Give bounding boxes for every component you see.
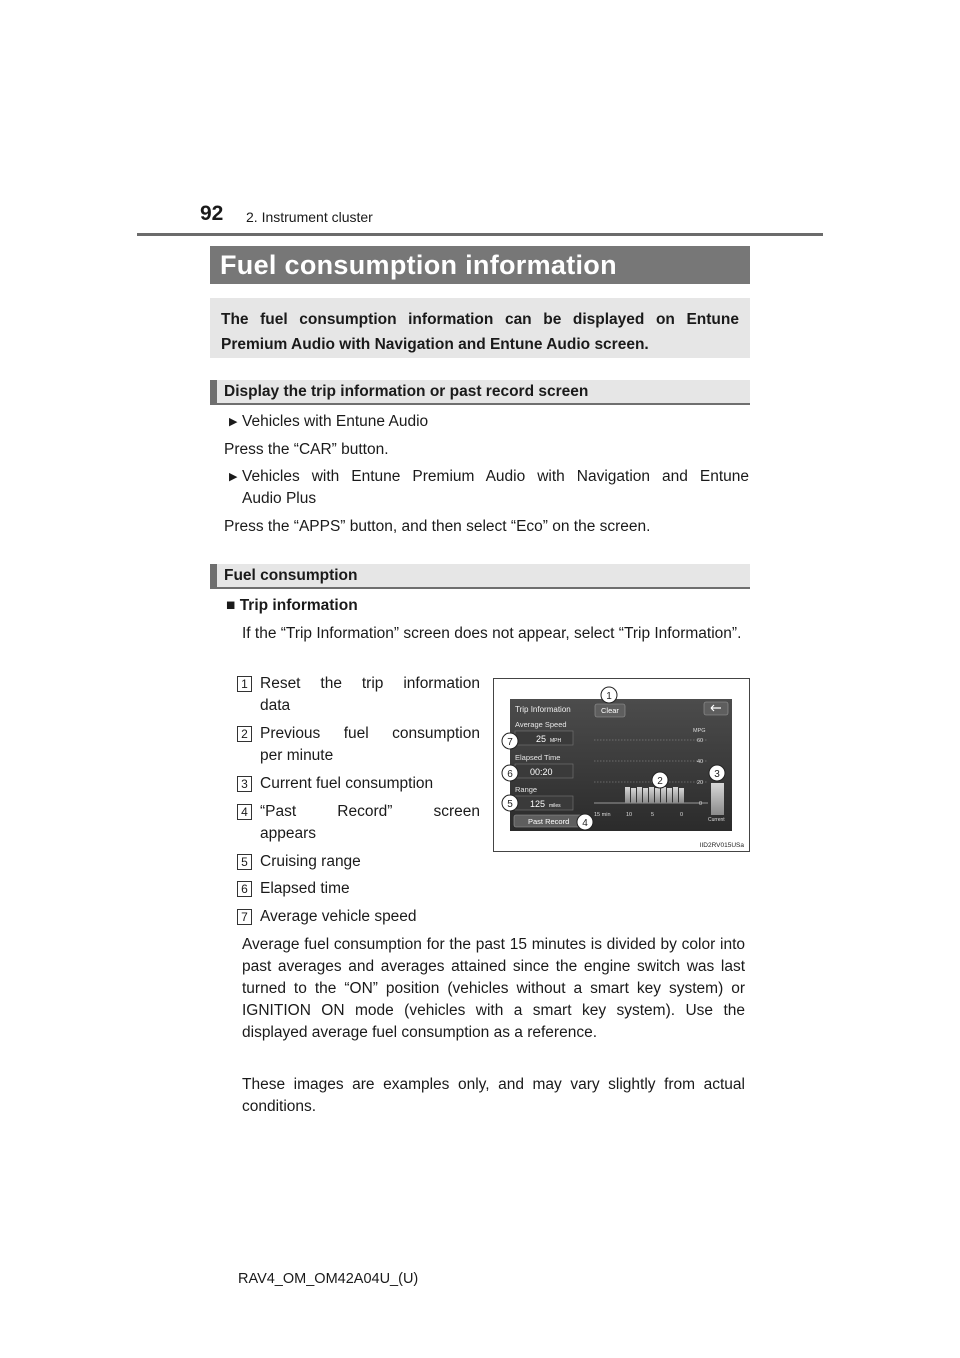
item-number-badge: 7 xyxy=(237,909,252,925)
x-tick-15min: 15 min xyxy=(594,812,611,818)
trip-information-figure xyxy=(493,678,750,852)
intro-box: The fuel consumption information can be displayed on Entune Premium Audio with Navigation and Entune Audio screen. xyxy=(210,298,750,358)
current-consumption-bar xyxy=(711,783,724,815)
item-number-badge: 2 xyxy=(237,726,252,742)
clear-button-label: Clear xyxy=(601,706,619,715)
callout-7-label: 7 xyxy=(507,737,513,748)
past-record-button-label: Past Record xyxy=(528,817,570,826)
screen-title: Trip Information xyxy=(515,705,571,714)
y-tick-20: 20 xyxy=(697,780,704,786)
callout-3-label: 3 xyxy=(714,769,720,780)
header-rule xyxy=(137,233,823,236)
x-tick-current: Current xyxy=(708,817,725,823)
y-tick-60: 60 xyxy=(697,738,704,744)
range-value: 125 xyxy=(530,799,546,809)
topic-text: If the “Trip Information” screen does not appear, select “Trip Information”. xyxy=(242,625,742,642)
average-speed-label: Average Speed xyxy=(515,720,567,729)
subsection-heading-fuel: Fuel consumption xyxy=(210,564,750,589)
item-number-badge: 3 xyxy=(237,776,252,792)
chapter-title: 2. Instrument cluster xyxy=(246,209,373,225)
item-number-badge: 6 xyxy=(237,881,252,897)
trip-information-screen xyxy=(494,679,749,851)
callout-2-label: 2 xyxy=(657,776,663,787)
square-bullet-icon: ■ xyxy=(226,597,236,614)
callout-4-label: 4 xyxy=(582,818,588,829)
average-speed-value: 25 xyxy=(536,734,547,744)
arrow-icon: ▶ xyxy=(229,471,238,483)
page-number: 92 xyxy=(200,202,224,225)
x-tick-10: 10 xyxy=(626,812,633,818)
elapsed-time-value: 00:20 xyxy=(530,767,553,777)
average-speed-unit: MPH xyxy=(550,738,562,744)
range-unit: miles xyxy=(549,803,561,809)
subsection-heading-display: Display the trip information or past record screen xyxy=(210,380,750,405)
x-tick-5: 5 xyxy=(651,812,655,818)
note-average-fuel: Average fuel consumption for the past 15 minutes is divided by color into past averages and averages attained since the engine switch was last turned to the “ON” position (vehicles without a smart key system) or IGNITION ON mode (vehicles with a smart key system). Use the displayed average fuel consumption as a reference. xyxy=(242,936,745,1041)
range-label: Range xyxy=(515,785,538,794)
y-tick-40: 40 xyxy=(697,759,704,765)
callout-6-label: 6 xyxy=(507,769,513,780)
item-number-badge: 5 xyxy=(237,854,252,870)
topic-trip-information: ■ Trip information xyxy=(226,597,358,614)
note-images-examples: These images are examples only, and may vary slightly from actual conditions. xyxy=(242,1076,745,1115)
elapsed-time-label: Elapsed Time xyxy=(515,753,561,762)
bullet-premium-audio: ▶ Vehicles with Entune Premium Audio with Navigation and Entune Audio Plus xyxy=(229,468,749,507)
x-tick-0: 0 xyxy=(680,812,684,818)
callout-1-label: 1 xyxy=(606,691,612,702)
item-number-badge: 1 xyxy=(237,676,252,692)
image-code: IID2RV015USa xyxy=(699,842,744,849)
bullet-entune-audio: ▶ Vehicles with Entune Audio xyxy=(229,411,749,433)
item-number-badge: 4 xyxy=(237,804,252,820)
section-title: Fuel consumption information xyxy=(210,246,750,284)
step-press-apps: Press the “APPS” button, and then select “Eco” on the screen. xyxy=(224,518,651,535)
arrow-icon: ▶ xyxy=(229,416,238,428)
y-tick-0: 0 xyxy=(699,801,703,807)
step-press-car: Press the “CAR” button. xyxy=(224,441,389,458)
document-code-footer: RAV4_OM_OM42A04U_(U) xyxy=(238,1271,419,1287)
mpg-unit-label: MPG xyxy=(693,728,706,734)
callout-5-label: 5 xyxy=(507,799,513,810)
